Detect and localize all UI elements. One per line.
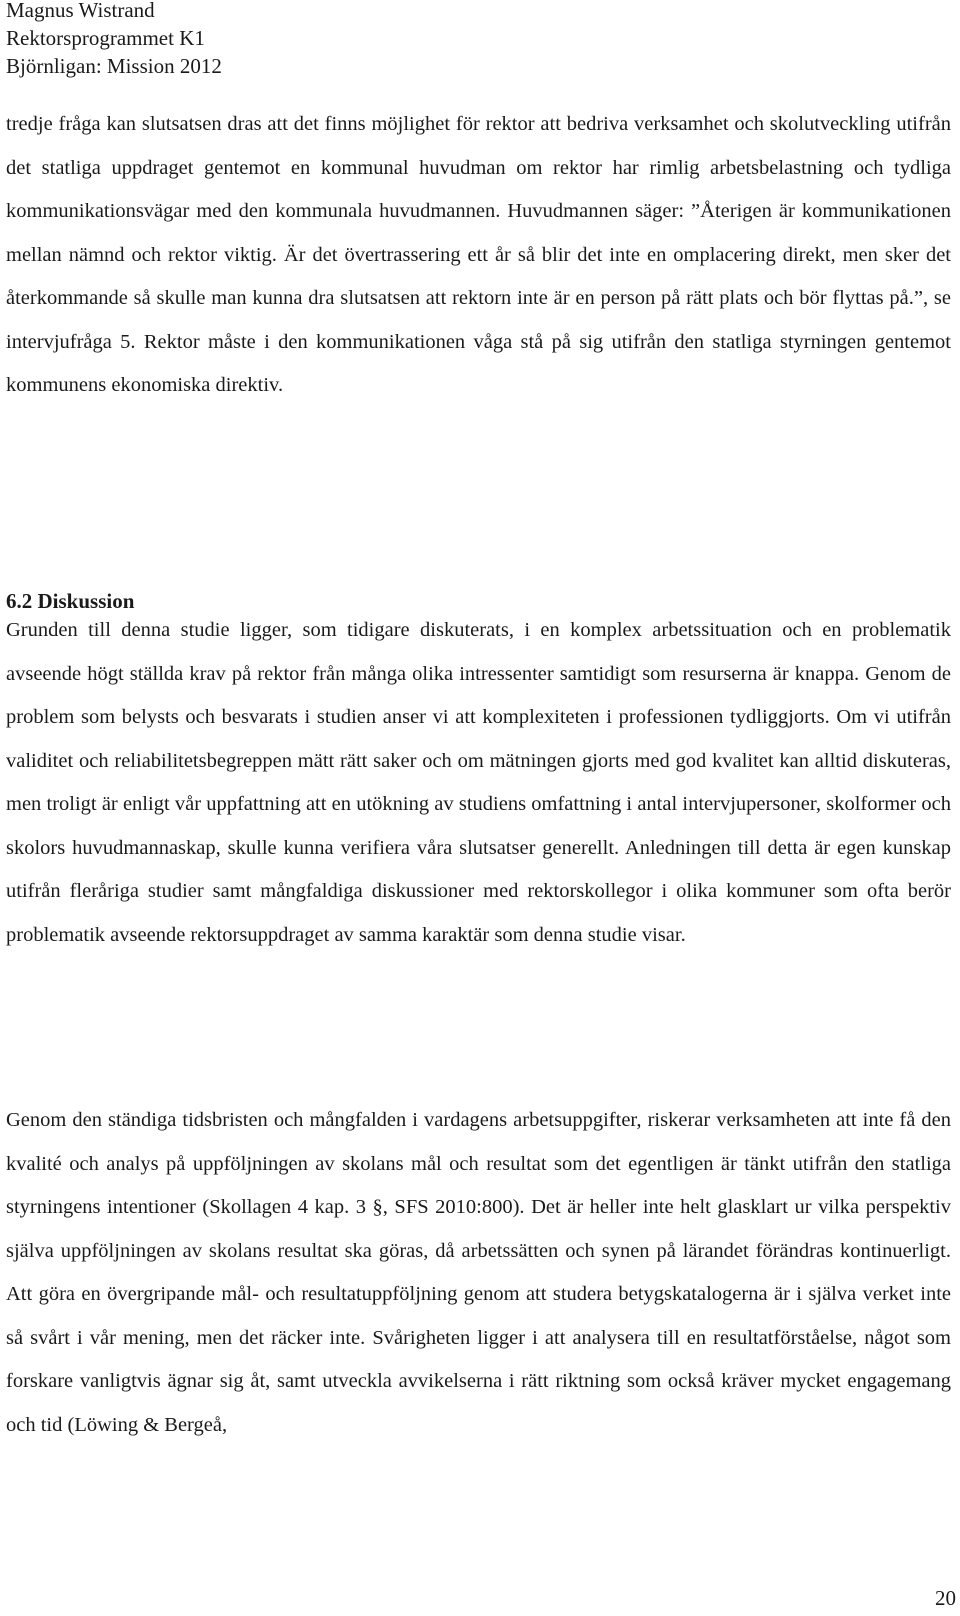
- paragraph-discussion-1: Grunden till denna studie ligger, som tidigare diskuterats, i en komplex arbetssituation och en problematik avseende högt ställda krav på rektor från många olika intressenter samtidigt som resurserna är knappa. Genom de problem som belysts och besvarats i studien anser vi att komplexiteten i professionen tydliggjorts. Om vi utifrån validitet och reliabilitetsbegreppen mätt rätt saker och om mätningen gjorts med god kvalitet kan alltid diskuteras, men troligt är enligt vår uppfattning att en utökning av studiens omfattning i antal intervjupersoner, skolformer och skolors huvudmannaskap, skulle kunna verifiera våra slutsatser generellt. Anledningen till detta är egen kunskap utifrån fleråriga studier samt mångfaldiga diskussioner med rektorskollegor i olika kommuner som ofta berör problematik avseende rektorsuppdraget av samma karaktär som denna studie visar.: [6, 619, 951, 946]
- header-course: Björnligan: Mission 2012: [6, 54, 222, 78]
- page-header: [6, 0, 222, 80]
- page-number: 20: [935, 1586, 956, 1610]
- paragraph-intro: tredje fråga kan slutsatsen dras att det finns möjlighet för rektor att bedriva verksamhet och skolutveckling utifrån det statliga uppdraget gentemot en kommunal huvudman om rektor har rimlig arbetsbelastning och tydliga kommunikationsvägar med den kommunala huvudmannen. Huvudmannen säger: ”Återigen är kommunikationen mellan nämnd och rektor viktig. Är det övertrassering ett år så blir det inte en omplacering direkt, men sker det återkommande så skulle man kunna dra slutsatsen att rektorn inte är en person på rätt plats och bör flyttas på.”, se intervjufråga 5. Rektor måste i den kommunikationen våga stå på sig utifrån den statliga styrningen gentemot kommunens ekonomiska direktiv.: [6, 113, 951, 396]
- header-author: Magnus Wistrand: [6, 0, 155, 22]
- paragraph-discussion-2: Genom den ständiga tidsbristen och mångfalden i vardagens arbetsuppgifter, riskerar verksamheten att inte få den kvalité och analys på uppföljningen av skolans mål och resultat som det egentligen är tänkt utifrån den statliga styrningens intentioner (Skollagen 4 kap. 3 §, SFS 2010:800). Det är heller inte helt glasklart ur vilka perspektiv själva uppföljningen av skolans resultat ska göras, då arbetssätten och synen på lärandet förändras kontinuerligt. Att göra en övergripande mål- och resultatuppföljning genom att studera betygskatalogerna är i själva verket inte så svårt i vår mening, men det räcker inte. Svårigheten ligger i att analysera till en resultatförståelse, något som forskare vanligtvis ägnar sig åt, samt utveckla avvikelserna i rätt riktning som också kräver mycket engagemang och tid (Löwing & Bergeå,: [6, 1109, 951, 1436]
- section-heading: 6.2 Diskussion: [6, 589, 135, 613]
- header-program: Rektorsprogrammet K1: [6, 26, 205, 50]
